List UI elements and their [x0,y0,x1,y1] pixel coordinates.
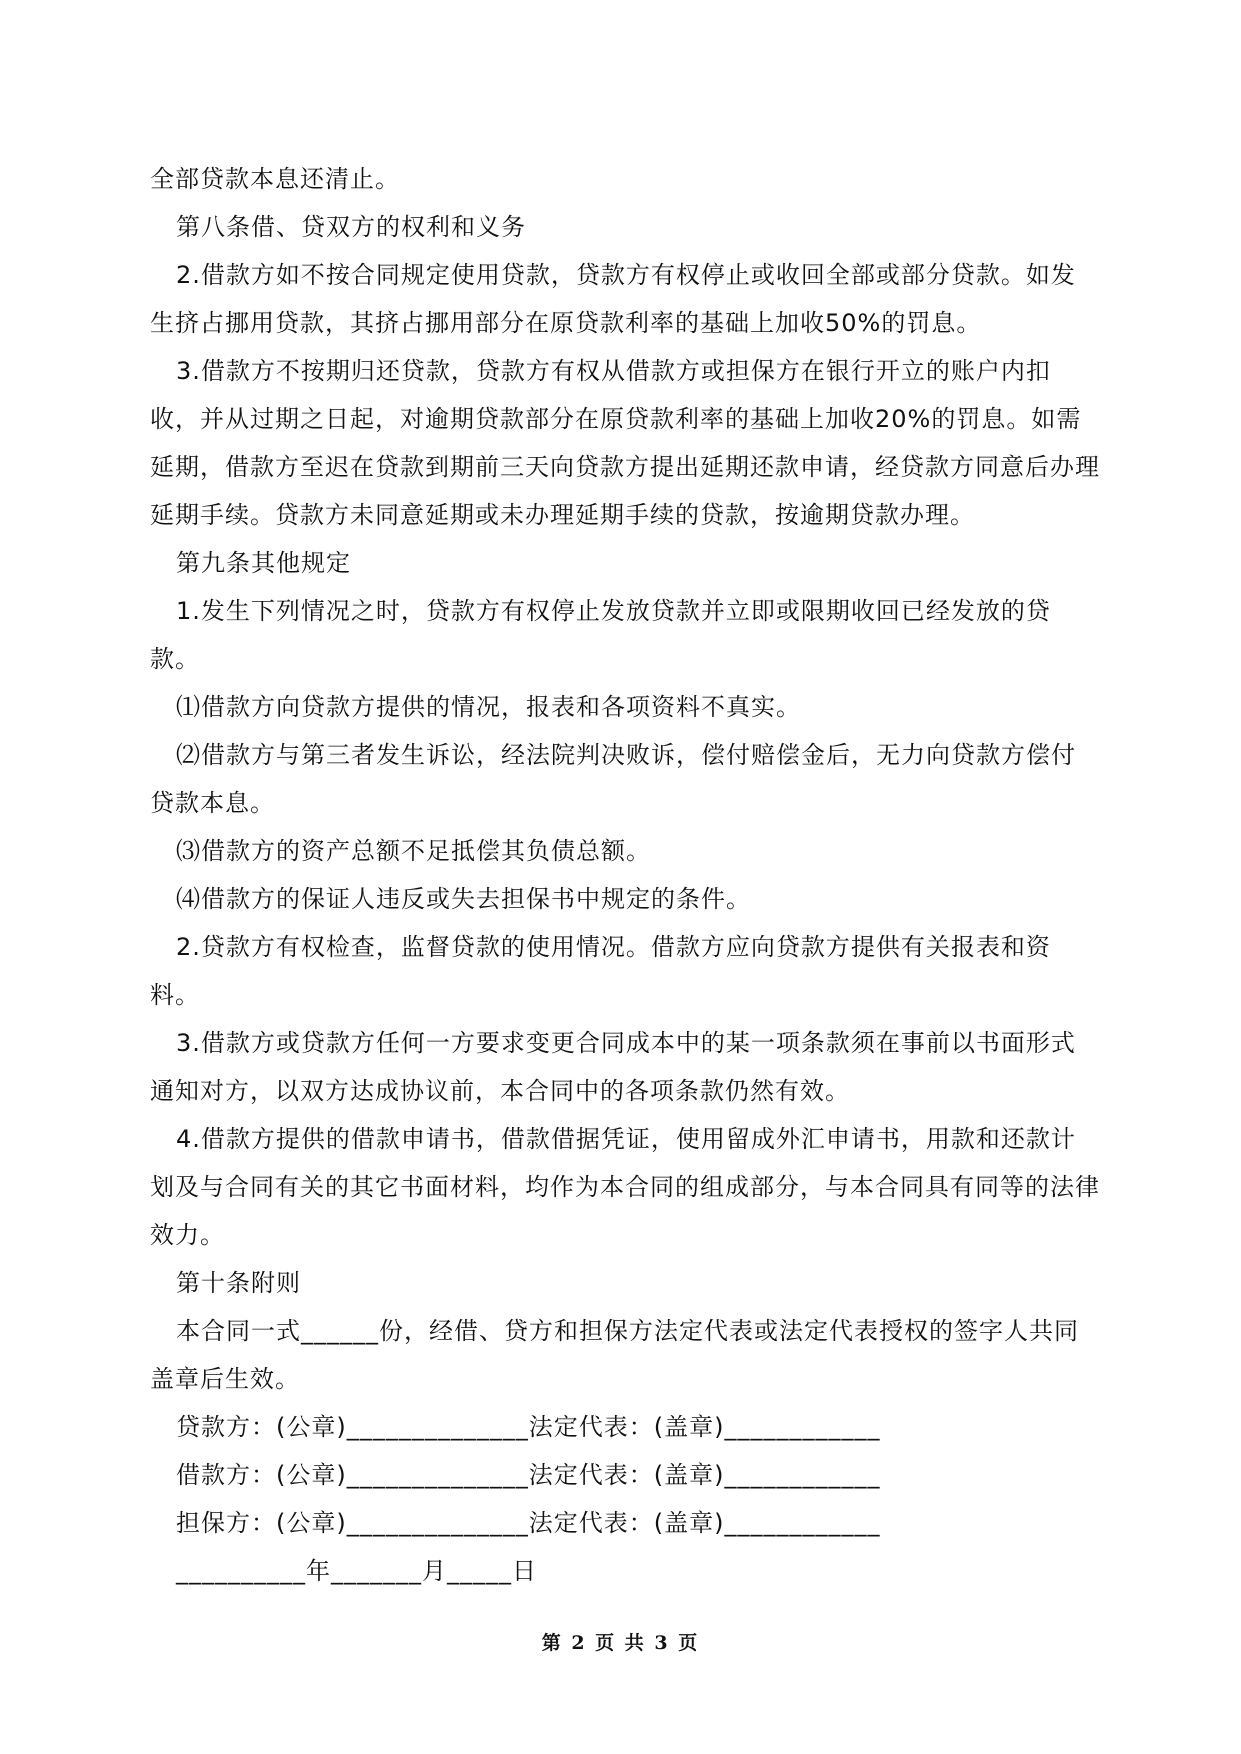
article-10-text: 本合同一式______份，经借、贷方和担保方法定代表或法定代表授权的签字人共同盖章后生效。 [150,1317,1079,1393]
article-9-clause-2: 2.贷款方有权检查，监督贷款的使用情况。借款方应向贷款方提供有关报表和资料。 [150,933,1051,1009]
article-9-clause-3: 3.借款方或贷款方任何一方要求变更合同成本中的某一项条款须在事前以书面形式通知对方，以双方达成协议前，本合同中的各项条款仍然有效。 [150,1029,1076,1105]
article-9-clause-4: 4.借款方提供的借款申请书，借款借据凭证，使用留成外汇申请书，用款和还款计划及与合同有关的其它书面材料，均作为本合同的组成部分，与本合同具有同等的法律效力。 [150,1125,1100,1249]
signature-lender: 贷款方：(公章)______________法定代表：(盖章)____________ [176,1413,881,1441]
article-9-heading: 第九条其他规定 [176,549,351,577]
document-body [150,155,1100,1595]
signature-date: __________年_______月_____日 [176,1557,537,1585]
article-8-heading: 第八条借、贷双方的权利和义务 [176,213,526,241]
signature-guarantor: 担保方：(公章)______________法定代表：(盖章)____________ [176,1509,881,1537]
paragraph-continuation: 全部贷款本息还清止。 [150,165,400,193]
article-10-heading: 第十条附则 [176,1269,301,1297]
article-9-item-2: ⑵借款方与第三者发生诉讼，经法院判决败诉，偿付赔偿金后，无力向贷款方偿付贷款本息。 [150,741,1076,817]
article-9-item-1: ⑴借款方向贷款方提供的情况，报表和各项资料不真实。 [176,693,801,721]
article-9-item-3: ⑶借款方的资产总额不足抵偿其负债总额。 [176,837,651,865]
article-9-item-4: ⑷借款方的保证人违反或失去担保书中规定的条件。 [176,885,751,913]
signature-borrower: 借款方：(公章)______________法定代表：(盖章)____________ [176,1461,881,1489]
article-9-clause-1: 1.发生下列情况之时，贷款方有权停止发放贷款并立即或限期收回已经发放的贷款。 [150,597,1051,673]
article-8-clause-3: 3.借款方不按期归还贷款，贷款方有权从借款方或担保方在银行开立的账户内扣收，并从过期之日起，对逾期贷款部分在原贷款利率的基础上加收20%的罚息。如需延期，借款方至迟在贷款到期前三天向贷款方提出延期还款申请，经贷款方同意后办理延期手续。贷款方未同意延期或未办理延期手续的贷款，按逾期贷款办理。 [150,357,1100,529]
article-8-clause-2: 2.借款方如不按合同规定使用贷款，贷款方有权停止或收回全部或部分贷款。如发生挤占挪用贷款，其挤占挪用部分在原贷款利率的基础上加收50%的罚息。 [150,261,1076,337]
page-number-footer: 第 2 页 共 3 页 [541,1632,700,1654]
